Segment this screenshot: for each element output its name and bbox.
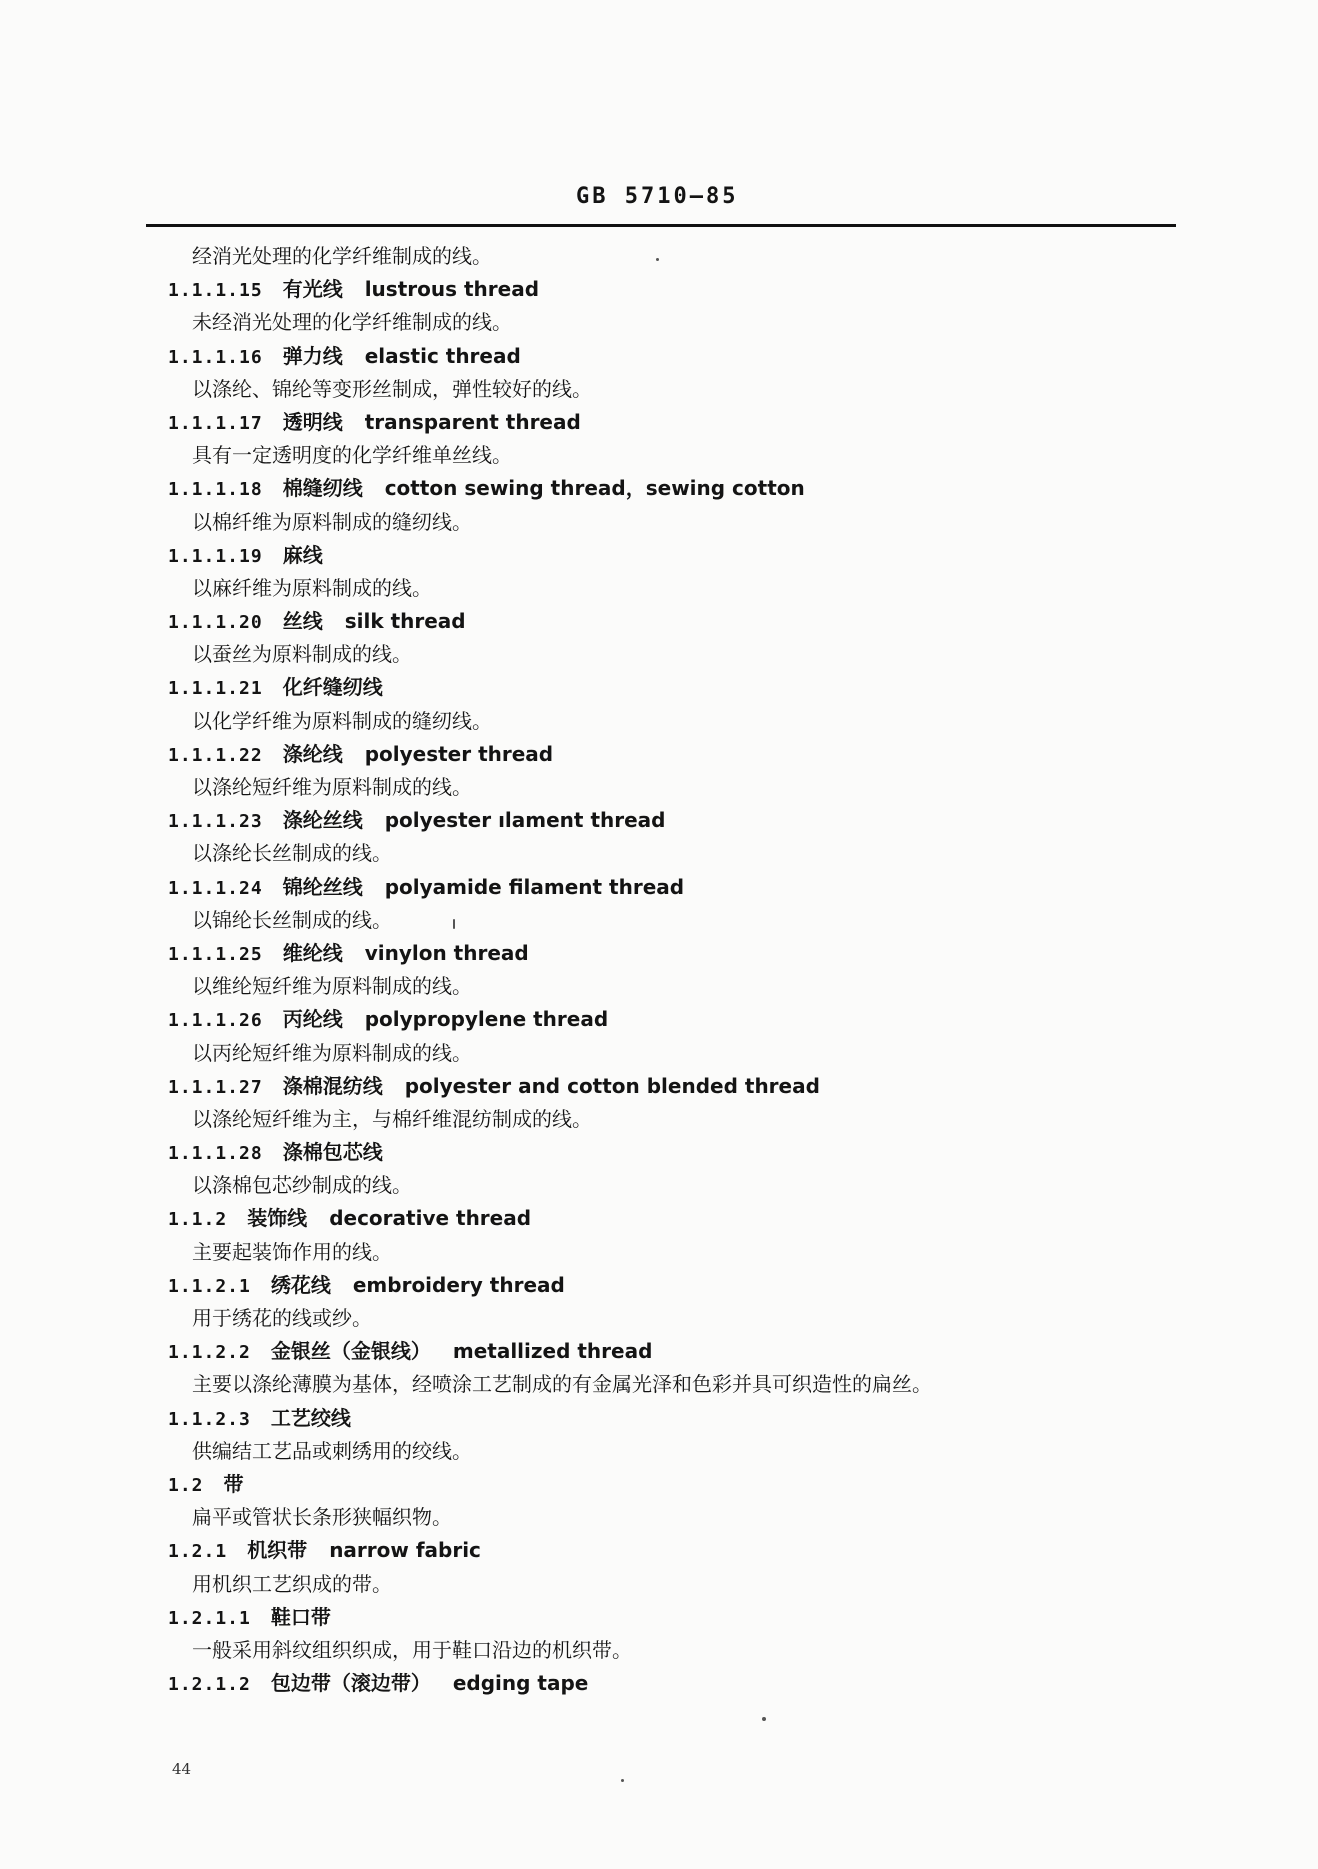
term-definition: 主要以涤纶薄膜为基体，经喷涂工艺制成的有金属光泽和色彩并具可织造性的扁丝。 — [192, 1372, 932, 1397]
term-definition: 以涤纶短纤维为原料制成的线。 — [192, 775, 472, 799]
term-number: 1.1.2.2 — [168, 1342, 251, 1364]
term-heading — [0, 1402, 1318, 1435]
term-heading — [0, 273, 1318, 306]
term-english: polyamide filament thread — [384, 874, 685, 899]
term-definition: 未经消光处理的化学纤维制成的线。 — [192, 310, 512, 335]
term-number: 1.2 — [168, 1474, 204, 1496]
term-number: 1.1.1.15 — [168, 280, 263, 302]
term-number: 1.1.1.16 — [168, 346, 263, 368]
term-heading — [0, 539, 1318, 572]
term-definition: 以麻纤维为原料制成的线。 — [192, 575, 432, 600]
term-definition: 一般采用斜纹组织织成，用于鞋口沿边的机织带。 — [192, 1637, 632, 1662]
term-definition: 以涤纶、锦纶等变形丝制成，弹性较好的线。 — [192, 376, 592, 401]
term-number: 1.1.1.27 — [168, 1076, 263, 1098]
term-number: 1.2.1.1 — [168, 1607, 251, 1629]
term-chinese: 包边带（滚边带） — [270, 1671, 431, 1696]
term-number: 1.1.1.19 — [168, 545, 263, 567]
term-heading — [0, 1534, 1318, 1567]
scan-speck — [762, 1717, 766, 1721]
term-chinese: 锦纶丝线 — [282, 874, 363, 899]
term-definition: 以维纶短纤维为原料制成的线。 — [192, 974, 472, 999]
term-heading — [0, 937, 1318, 970]
term-english: elastic thread — [364, 343, 521, 368]
term-english: edging tape — [452, 1671, 589, 1696]
term-chinese: 弹力线 — [282, 343, 343, 368]
standard-code-header: GB 5710—85 — [576, 184, 739, 209]
term-number: 1.1.1.18 — [168, 479, 263, 501]
term-heading — [0, 1667, 1318, 1700]
term-heading — [0, 738, 1318, 771]
term-chinese: 涤纶线 — [282, 741, 343, 766]
terms-list — [0, 240, 1318, 1700]
term-chinese: 维纶线 — [282, 940, 343, 965]
term-number: 1.1.2.1 — [168, 1275, 251, 1297]
scan-speck — [621, 1779, 624, 1782]
term-english: polyester and cotton blended thread — [404, 1073, 820, 1098]
term-english: narrow fabric — [329, 1538, 481, 1563]
term-chinese: 工艺绞线 — [270, 1405, 351, 1430]
term-definition: 以丙纶短纤维为原料制成的线。 — [192, 1040, 472, 1065]
term-definition: 以蚕丝为原料制成的线。 — [192, 642, 412, 667]
term-heading — [0, 1003, 1318, 1036]
term-chinese: 鞋口带 — [270, 1604, 331, 1629]
term-number: 1.1.1.23 — [168, 811, 263, 833]
term-heading — [0, 671, 1318, 704]
header-rule — [146, 224, 1176, 227]
term-definition: 以化学纤维为原料制成的缝纫线。 — [192, 708, 492, 733]
term-number: 1.1.1.28 — [168, 1143, 263, 1165]
term-definition: 用机织工艺织成的带。 — [192, 1571, 392, 1596]
term-chinese: 丙纶线 — [282, 1007, 343, 1032]
term-chinese: 机织带 — [247, 1538, 308, 1563]
term-definition: 供编结工艺品或刺绣用的绞线。 — [192, 1438, 472, 1463]
term-chinese: 带 — [223, 1471, 244, 1496]
term-english: embroidery thread — [352, 1272, 565, 1297]
term-number: 1.1.1.22 — [168, 744, 263, 766]
term-chinese: 化纤缝纫线 — [282, 675, 383, 700]
term-chinese: 涤棉包芯线 — [282, 1140, 383, 1165]
term-heading — [0, 1070, 1318, 1103]
term-heading — [0, 340, 1318, 373]
term-definition: 用于绣花的线或纱。 — [192, 1306, 372, 1330]
page-number: 44 — [172, 1760, 192, 1778]
term-english: polyester ılament thread — [384, 808, 666, 833]
term-heading — [0, 1335, 1318, 1368]
term-number: 1.1.2.3 — [168, 1408, 251, 1430]
term-definition: 主要起装饰作用的线。 — [192, 1239, 392, 1264]
term-chinese: 透明线 — [282, 409, 343, 434]
term-heading — [0, 871, 1318, 904]
term-chinese: 涤棉混纺线 — [282, 1073, 383, 1098]
term-number: 1.1.2 — [168, 1209, 228, 1231]
term-number: 1.1.1.17 — [168, 412, 263, 434]
term-english: polyester thread — [364, 741, 554, 766]
term-english: polypropylene thread — [364, 1007, 609, 1032]
term-chinese: 有光线 — [282, 277, 343, 302]
term-definition: 以涤纶短纤维为主，与棉纤维混纺制成的线。 — [192, 1106, 592, 1131]
term-english: transparent thread — [364, 409, 581, 434]
term-chinese: 涤纶丝线 — [282, 808, 363, 833]
term-number: 1.2.1 — [168, 1541, 228, 1563]
term-definition: 以棉纤维为原料制成的缝纫线。 — [192, 509, 472, 534]
scan-speck — [453, 919, 455, 929]
term-heading — [0, 804, 1318, 837]
term-number: 1.1.1.26 — [168, 1010, 263, 1032]
term-heading — [0, 1136, 1318, 1169]
term-definition: 具有一定透明度的化学纤维单丝线。 — [192, 443, 512, 468]
term-heading — [0, 1202, 1318, 1235]
term-definition: 扁平或管状长条形狭幅织物。 — [192, 1505, 452, 1530]
term-english: cotton sewing thread，sewing cotton — [384, 476, 805, 501]
term-heading — [0, 406, 1318, 439]
term-chinese: 棉缝纫线 — [282, 476, 363, 501]
term-number: 1.1.1.24 — [168, 877, 263, 899]
term-chinese: 绣花线 — [270, 1272, 331, 1297]
term-english: decorative thread — [329, 1206, 532, 1231]
term-definition: 经消光处理的化学纤维制成的线。 — [192, 244, 492, 268]
term-number: 1.1.1.21 — [168, 678, 263, 700]
term-heading — [0, 1601, 1318, 1634]
term-english: silk thread — [344, 609, 466, 634]
term-heading — [0, 1269, 1318, 1302]
term-chinese: 麻线 — [282, 542, 323, 567]
term-english: vinylon thread — [364, 940, 529, 965]
term-definition: 以涤棉包芯纱制成的线。 — [192, 1173, 412, 1198]
term-chinese: 金银丝（金银线） — [270, 1339, 431, 1364]
scan-speck — [656, 258, 659, 261]
term-number: 1.1.1.25 — [168, 943, 263, 965]
term-english: metallized thread — [452, 1339, 653, 1364]
term-heading — [0, 605, 1318, 638]
term-heading — [0, 472, 1318, 505]
term-chinese: 丝线 — [282, 609, 323, 634]
term-english: lustrous thread — [364, 277, 540, 302]
term-number: 1.2.1.2 — [168, 1674, 251, 1696]
term-definition: 以涤纶长丝制成的线。 — [192, 841, 392, 866]
term-number: 1.1.1.20 — [168, 612, 263, 634]
term-definition: 以锦纶长丝制成的线。 — [192, 907, 392, 932]
term-chinese: 装饰线 — [247, 1206, 308, 1231]
term-heading — [0, 1468, 1318, 1501]
